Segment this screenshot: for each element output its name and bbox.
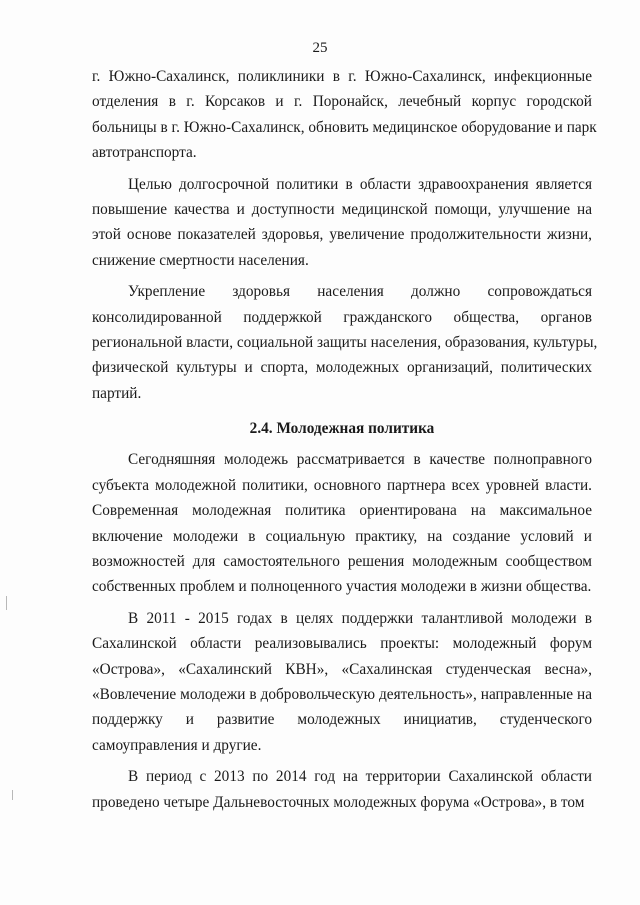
scan-mark <box>6 596 7 610</box>
text-line: Целью долгосрочной политики в области здравоохранения является <box>128 175 592 193</box>
section-after-heading <box>92 447 592 814</box>
text-line: повышение качества и доступности медицинской помощи, улучшение на <box>92 200 592 218</box>
paragraph <box>92 764 592 815</box>
paragraph <box>92 172 592 274</box>
section-before-heading <box>92 64 598 406</box>
paragraph <box>92 606 592 758</box>
text-line: В период с 2013 по 2014 год на территории Сахалинской области <box>128 768 592 786</box>
text-line: Современная молодежная политика ориентирована на максимальное <box>92 502 592 520</box>
text-line: поддержку и развитие молодежных инициатив, студенческого <box>92 711 592 729</box>
text-line: Сегодняшняя молодежь рассматривается в качестве полноправного <box>128 451 592 469</box>
section-heading: 2.4. Молодежная политика <box>249 420 435 438</box>
page-number: 25 <box>312 40 328 56</box>
text-line: возможностей для самостоятельного решения молодежным сообществом <box>92 553 592 571</box>
paragraph <box>92 279 598 406</box>
text-line: проведено четыре Дальневосточных молодежных форума «Острова», в том <box>92 793 585 811</box>
text-line: этой основе показателей здоровья, увеличение продолжительности жизни, <box>92 226 592 244</box>
text-line: собственных проблем и полноценного участия молодежи в жизни общества. <box>92 578 592 596</box>
scan-mark <box>12 790 13 800</box>
text-line: отделения в г. Корсаков и г. Поронайск, лечебный корпус городской <box>92 93 592 111</box>
page-body <box>92 64 598 815</box>
text-line: Укрепление здоровья населения должно сопровождаться <box>128 283 592 301</box>
text-line: консолидированной поддержкой гражданского общества, органов <box>92 308 592 326</box>
text-line: Сахалинской области реализовывались проекты: молодежный форум <box>92 635 592 653</box>
text-line: «Вовлечение молодежи в добровольческую деятельность», направленные на <box>92 685 592 703</box>
text-line: региональной власти, социальной защиты населения, образования, культуры, <box>92 333 598 351</box>
text-line: включение молодежи в социальную практику, на создание условий и <box>92 527 592 545</box>
text-line: больницы в г. Южно-Сахалинск, обновить медицинское оборудование и парк <box>92 118 597 136</box>
text-line: В 2011 - 2015 годах в целях поддержки талантливой молодежи в <box>128 609 592 627</box>
text-line: «Острова», «Сахалинский КВН», «Сахалинская студенческая весна», <box>92 660 592 678</box>
text-line: снижение смертности населения. <box>92 251 309 269</box>
text-line: самоуправления и другие. <box>92 736 262 754</box>
paragraph <box>92 447 592 599</box>
text-line: субъекта молодежной политики, основного партнера всех уровней власти. <box>92 476 592 494</box>
text-line: г. Южно-Сахалинск, поликлиники в г. Южно-Сахалинск, инфекционные <box>92 68 592 85</box>
paragraph <box>92 64 597 166</box>
text-line: физической культуры и спорта, молодежных организаций, политических <box>92 359 592 377</box>
text-line: партий. <box>92 384 142 402</box>
text-line: автотранспорта. <box>92 144 197 162</box>
